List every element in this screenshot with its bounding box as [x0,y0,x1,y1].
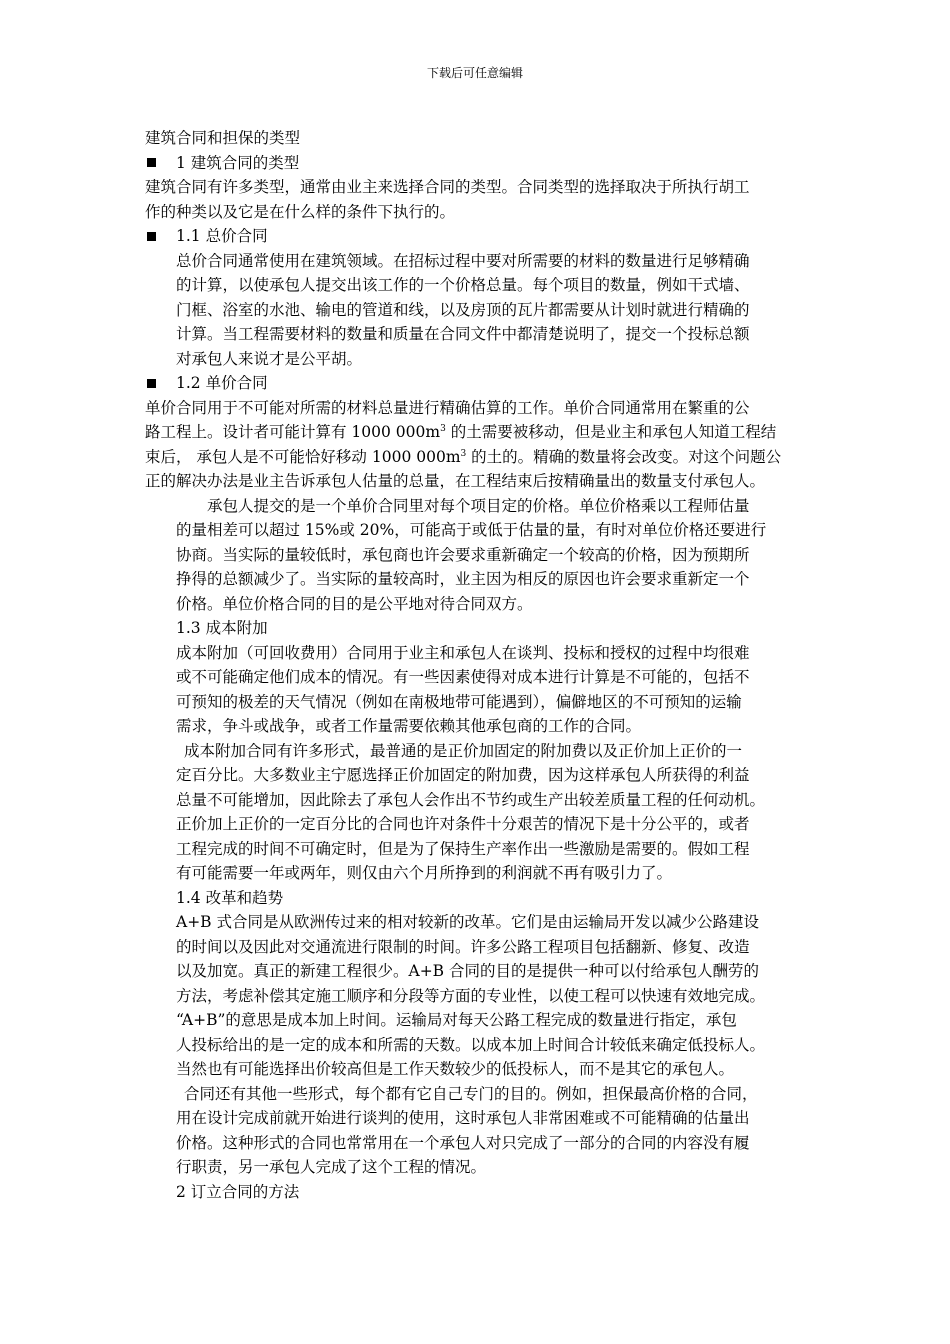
square-bullet-icon [147,379,156,388]
paragraph-line: 行职责，另一承包人完成了这个工程的情况。 [176,1158,487,1176]
paragraph-line: 总价合同通常使用在建筑领域。在招标过程中要对所需要的材料的数量进行足够精确 [176,251,750,270]
section-1-heading-text: 1 建筑合同的类型 [176,153,300,172]
paragraph-line [145,445,810,470]
paragraph-line: 的量相差可以超过 15%或 20%，可能高于或低于估量的量，有时对单位价格还要进行 [176,521,767,539]
paragraph-line: 人投标给出的是一定的成本和所需的天数。以成本加上时间合计较低来确定低投标人。 [176,1035,766,1054]
paragraph-line: 计算。当工程需要材料的数量和质量在合同文件中都清楚说明了，提交一个投标总额 [176,325,750,343]
section-1-1-heading-text: 1.1 总价合同 [176,227,268,245]
paragraph-line: 定百分比。大多数业主宁愿选择正价加固定的附加费，因为这样承包人所获得的利益 [176,766,750,784]
paragraph-line: 成本附加（可回收费用）合同用于业主和承包人在谈判、投标和授权的过程中均很难 [176,643,750,662]
section-1-1-body [145,249,810,372]
section-1-1-heading [145,224,810,249]
section-1-2-body-2 [145,494,810,1205]
paragraph-line: 方法，考虑补偿其定施工顺序和分段等方面的专业性，以使工程可以快速有效地完成。 [176,986,766,1005]
document-title: 建筑合同和担保的类型 [145,129,301,147]
document-body [145,126,810,1204]
paragraph-line: 需求，争斗或战争，或者工作量需要依赖其他承包商的工作的合同。 [176,717,642,735]
paragraph-line: 价格。这种形式的合同也常常用在一个承包人对只完成了一部分的合同的内容没有履 [176,1133,750,1152]
text-run: 路工程上。设计者可能计算有 1000 000m [145,423,441,441]
paragraph-line [145,420,810,445]
page-header: 下载后可任意编辑 [426,66,523,80]
paragraph-line: 的计算，以使承包人提交出该工作的一个价格总量。每个项目的数量，例如干式墙、 [176,276,750,294]
section-1-line-2: 作的种类以及它是在什么样的条件下执行的。 [145,202,456,221]
section-1-4-heading: 1.4 改革和趋势 [176,888,284,907]
paragraph-line: 正的解决办法是业主告诉承包人估量的总量，在工程结束后按精确量出的数量支付承包人。 [145,472,766,490]
paragraph-line: 承包人提交的是一个单价合同里对每个项目定的价格。单位价格乘以工程师估量 [207,496,750,515]
square-bullet-icon [147,232,156,241]
paragraph-line: 用在设计完成前就开始进行谈判的使用，这时承包人非常困难或不可能精确的估量出 [176,1109,750,1127]
paragraph-line: 工程完成的时间不可确定时，但是为了保持生产率作出一些激励是需要的。假如工程 [176,839,750,858]
paragraph-line: 对承包人来说才是公平胡。 [176,349,363,368]
paragraph-line: 有可能需要一年或两年，则仅由六个月所挣到的利润就不再有吸引力了。 [176,864,673,882]
text-run: 的土需要被移动，但是业主和承包人知道工程结 [445,423,777,441]
section-1-2-heading-text: 1.2 单价合同 [176,374,268,392]
superscript: 3 [460,448,467,459]
text-run: 束后， 承包人是不可能恰好移动 1000 000m [145,447,461,466]
paragraph-line: 单价合同用于不可能对所需的材料总量进行精确估算的工作。单价合同通常用在繁重的公 [145,398,750,417]
text-run: 的土的。精确的数量将会改变。对这个问题公 [466,447,782,466]
section-1-2-body [145,396,810,494]
paragraph-line: “A+B”的意思是成本加上时间。运输局对每天公路工程完成的数量进行指定，承包 [176,1011,737,1029]
paragraph-line: 总量不可能增加，因此除去了承包人会作出不节约或生产出较差质量工程的任何动机。 [176,790,766,809]
paragraph-line: 成本附加合同有许多形式，最普通的是正价加固定的附加费以及正价加上正价的一 [184,741,743,760]
paragraph-line: 的时间以及因此对交通流进行限制的时间。许多公路工程项目包括翻新、修复、改造 [176,937,750,956]
paragraph-line: 可预知的极差的天气情况（例如在南极地带可能遇到），偏僻地区的不可预知的运输 [176,692,742,711]
paragraph-line: 价格。单位价格合同的目的是公平地对待合同双方。 [176,594,533,613]
paragraph-line: 或不可能确定他们成本的情况。有一些因素使得对成本进行计算是不可能的，包括不 [176,668,750,686]
section-2-heading: 2 订立合同的方法 [176,1182,300,1201]
superscript: 3 [440,423,446,434]
section-1-2-heading [145,371,810,396]
paragraph-line: 当然也有可能选择出价较高但是工作天数较少的低投标人，而不是其它的承包人。 [176,1060,735,1078]
square-bullet-icon [147,158,156,167]
section-1-line-1: 建筑合同有许多类型，通常由业主来选择合同的类型。合同类型的选择取决于所执行胡工 [145,178,750,196]
paragraph-line: 以及加宽。真正的新建工程很少。A+B 合同的目的是提供一种可以付给承包人酬劳的 [176,962,760,980]
paragraph-line: 挣得的总额减少了。当实际的量较高时，业主因为相反的原因也许会要求重新定一个 [176,570,750,588]
section-1-3-heading: 1.3 成本附加 [176,619,268,637]
paragraph-line: A+B 式合同是从欧洲传过来的相对较新的改革。它们是由运输局开发以减少公路建设 [176,913,760,931]
paragraph-line: 合同还有其他一些形式，每个都有它自己专门的目的。例如，担保最高价格的合同， [184,1084,758,1103]
paragraph-line: 协商。当实际的量较低时，承包商也许会要求重新确定一个较高的价格，因为预期所 [176,545,750,564]
section-1-heading [145,151,810,176]
paragraph-line: 正价加上正价的一定百分比的合同也许对条件十分艰苦的情况下是十分公平的，或者 [176,815,750,833]
paragraph-line: 门框、浴室的水池、输电的管道和线，以及房顶的瓦片都需要从计划时就进行精确的 [176,300,750,319]
